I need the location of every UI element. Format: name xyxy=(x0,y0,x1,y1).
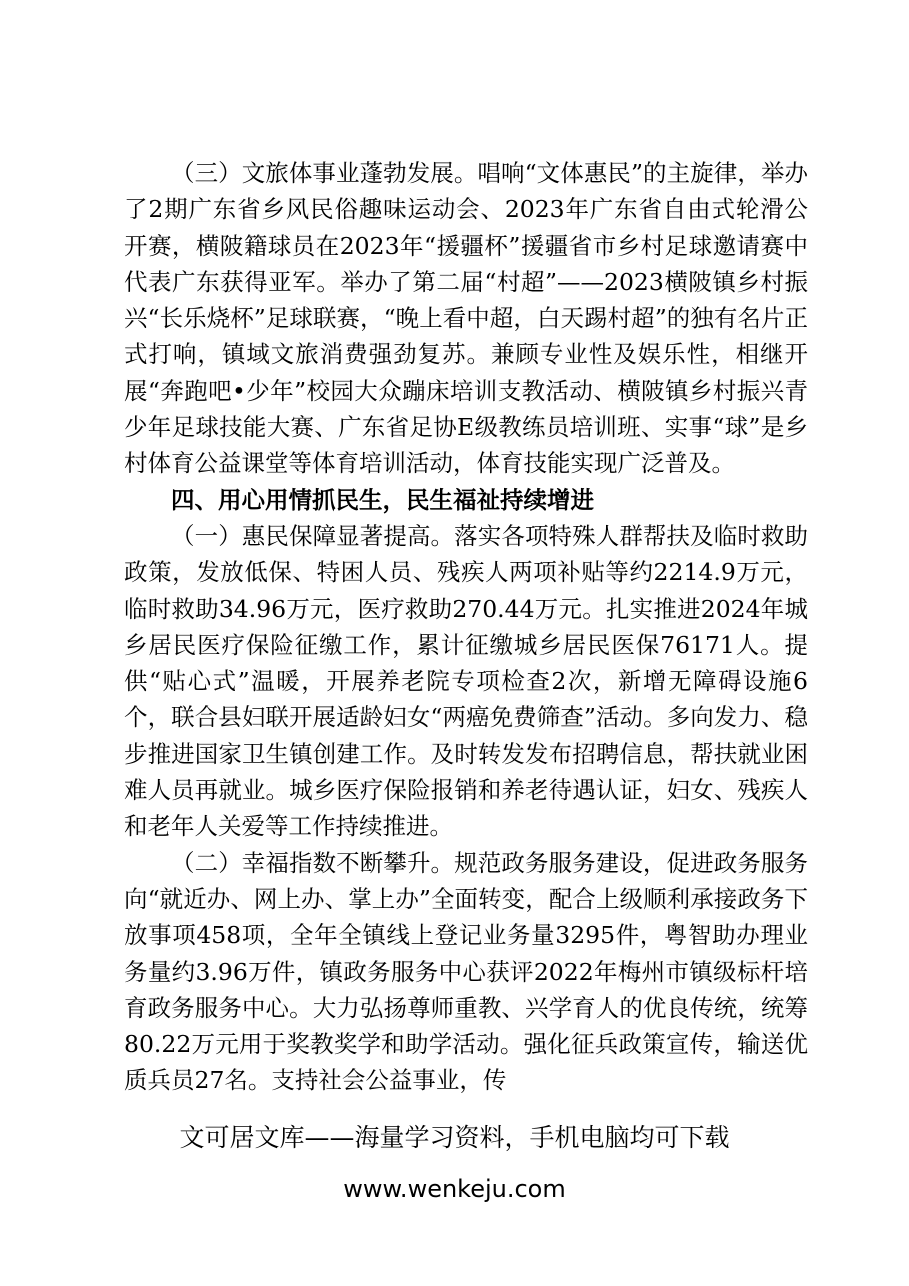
paragraph-happiness-index: （二）幸福指数不断攀升。规范政务服务建设，促进政务服务向“就近办、网上办、掌上办”全面转变，配合上级顺利承接政务下放事项458项，全年全镇线上登记业务量3295件，粤智助办理业务量约3.96万件，镇政务服务中心获评2022年梅州市镇级标杆培育政务服务中心。大力弘扬尊师重教、兴学育人的优良传统，统筹80.22万元用于奖教奖学和助学活动。强化征兵政策宣传，输送优质兵员27名。支持社会公益事业，传 xyxy=(124,848,808,1095)
document-body xyxy=(124,155,808,1099)
paragraph-welfare-security: （一）惠民保障显著提高。落实各项特殊人群帮扶及临时救助政策，发放低保、特困人员、残疾人两项补贴等约2214.9万元，临时救助34.96万元，医疗救助270.44万元。扎实推进2024年城乡居民医疗保险征缴工作，累计征缴城乡居民医保76171人。提供“贴心式”温暖，开展养老院专项检查2次，新增无障碍设施6个，联合县妇联开展适龄妇女“两癌免费筛查”活动。多向发力、稳步推进国家卫生镇创建工作。及时转发发布招聘信息，帮扶就业困难人员再就业。城乡医疗保险报销和养老待遇认证，妇女、残疾人和老年人关爱等工作持续推进。 xyxy=(124,521,808,841)
section-heading-livelihood: 四、用心用情抓民生，民生福祉持续增进 xyxy=(171,485,594,514)
footer-banner-title: 文可居文库——海量学习资料，手机电脑均可下载 xyxy=(179,1123,730,1152)
footer-website-link[interactable]: www.wenkeju.com xyxy=(343,1175,566,1203)
paragraph-culture-tourism-sports: （三）文旅体事业蓬勃发展。唱响“文体惠民”的主旋律，举办了2期广东省乡风民俗趣味运动会、2023年广东省自由式轮滑公开赛，横陂籍球员在2023年“援疆杯”援疆省市乡村足球邀请赛中代表广东获得亚军。举办了第二届“村超”——2023横陂镇乡村振兴“长乐烧杯”足球联赛，“晚上看中超，白天踢村超”的独有名片正式打响，镇域文旅消费强劲复苏。兼顾专业性及娱乐性，相继开展“奔跑吧•少年”校园大众蹦床培训支教活动、横陂镇乡村振兴青少年足球技能大赛、广东省足协E级教练员培训班、实事“球”是乡村体育公益课堂等体育培训活动，体育技能实现广泛普及。 xyxy=(124,159,808,478)
